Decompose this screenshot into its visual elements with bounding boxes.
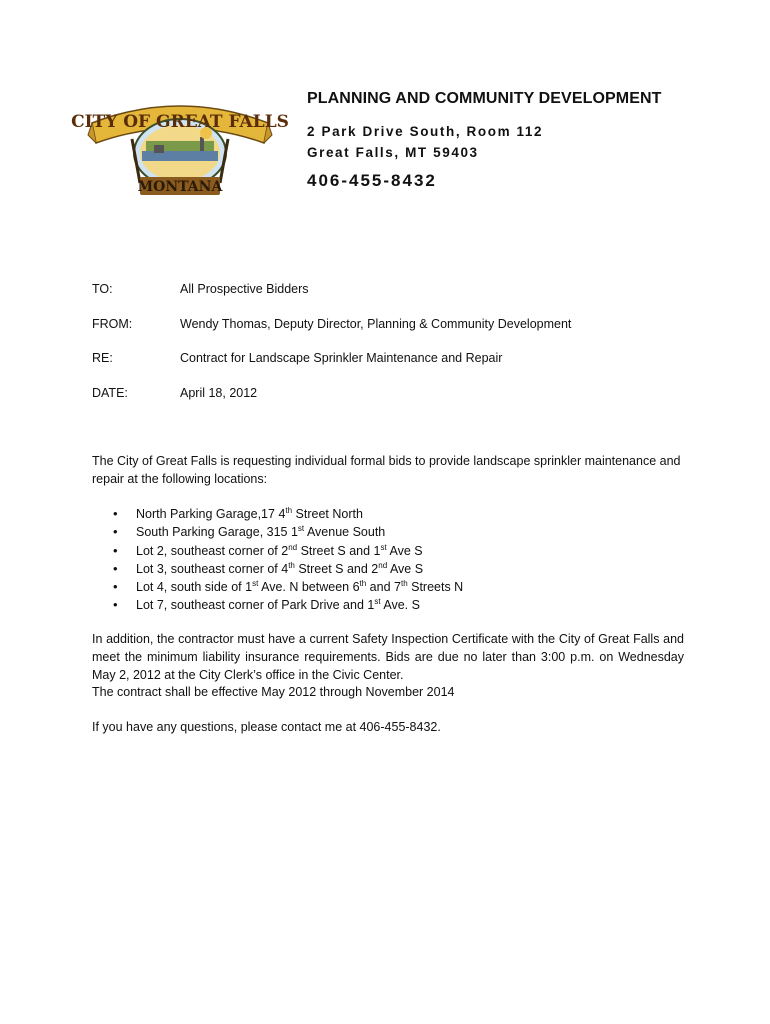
- to-label: TO:: [92, 282, 113, 296]
- contact-line: If you have any questions, please contact me at 406-455-8432.: [92, 719, 441, 734]
- effective-dates-line: The contract shall be effective May 2012 through November 2014: [92, 685, 455, 700]
- list-item: • Lot 4, south side of 1st Ave. N between 6th and 7th Streets N: [113, 578, 684, 596]
- list-item: • South Parking Garage, 315 1st Avenue South: [113, 523, 684, 541]
- list-item: • Lot 7, southeast corner of Park Drive and 1st Ave. S: [113, 596, 684, 614]
- svg-text:MONTANA: MONTANA: [137, 179, 223, 195]
- to-value: All Prospective Bidders: [180, 282, 309, 296]
- re-value: Contract for Landscape Sprinkler Maintenance and Repair: [180, 351, 503, 366]
- re-label: RE:: [92, 351, 113, 366]
- intro-paragraph: The City of Great Falls is requesting individual formal bids to provide landscape sprinkler maintenance and repair at the following locations:: [92, 454, 681, 486]
- list-item: • Lot 3, southeast corner of 4th Street S and 2nd Ave S: [113, 560, 684, 578]
- phone-number: 406-455-8432: [307, 171, 437, 190]
- city-seal-icon: [71, 93, 289, 201]
- department-title: PLANNING AND COMMUNITY DEVELOPMENT: [307, 90, 662, 107]
- memo-from-row: [92, 317, 571, 352]
- list-item: • Lot 2, southeast corner of 2nd Street S and 1st Ave S: [113, 542, 684, 560]
- memo-block: [92, 282, 571, 420]
- from-label: FROM:: [92, 316, 133, 331]
- memo-re-row: [92, 351, 571, 386]
- date-value: April 18, 2012: [180, 385, 258, 400]
- svg-text:CITY OF GREAT FALLS: CITY OF GREAT FALLS: [71, 112, 289, 132]
- address-line-2: Great Falls, MT 59403: [307, 145, 479, 160]
- letterhead: [307, 90, 662, 191]
- city-seal-logo: [71, 93, 289, 201]
- memo-to-row: [92, 282, 571, 317]
- list-item: • North Parking Garage,17 4th Street North: [113, 505, 684, 523]
- letter-body: [92, 453, 684, 736]
- from-value: Wendy Thomas, Deputy Director, Planning & Community Development: [180, 316, 572, 331]
- location-list: [113, 505, 684, 614]
- requirements-paragraph: In addition, the contractor must have a current Safety Inspection Certificate with the City of Great Falls and meet the minimum liability insurance requirements. Bids are due no later than 3:00 p.m. on Wednesday May 2, 2012 at the City Clerk’s office in the Civic Center.: [92, 632, 684, 682]
- address-line-1: 2 Park Drive South, Room 112: [307, 124, 544, 139]
- memo-date-row: [92, 386, 571, 421]
- date-label: DATE:: [92, 385, 128, 400]
